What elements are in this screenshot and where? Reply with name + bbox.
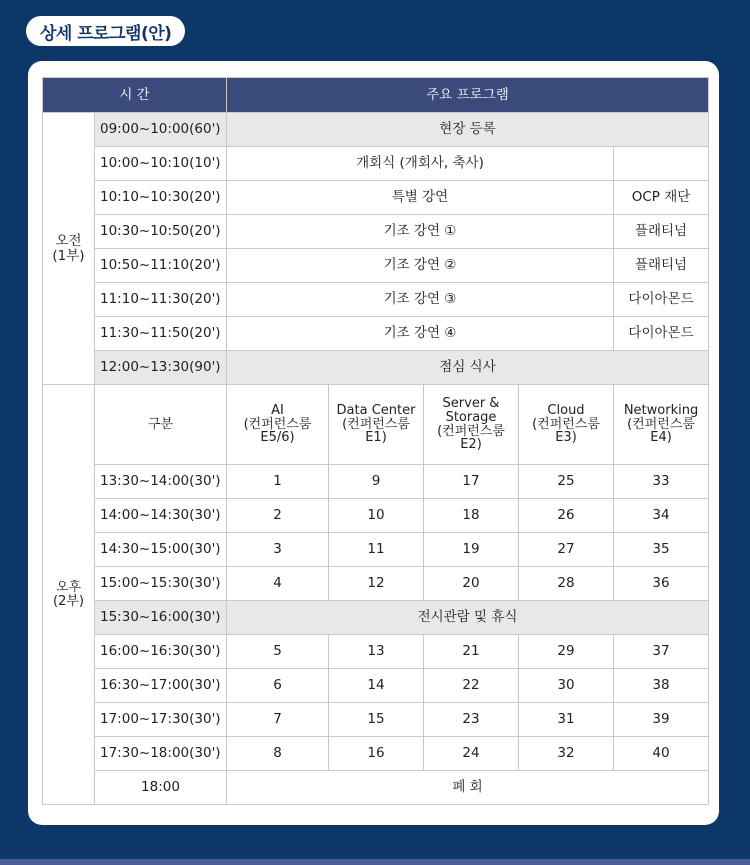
session-number: 8 <box>227 737 329 771</box>
sponsor-cell: 플래티넘 <box>614 215 709 249</box>
program-cell: 기조 강연 ② <box>227 249 614 283</box>
session-number: 18 <box>424 499 519 533</box>
time-cell: 16:30~17:00(30') <box>95 669 227 703</box>
table-row <box>43 113 709 147</box>
table-row <box>43 669 709 703</box>
session-number: 21 <box>424 635 519 669</box>
session-number: 34 <box>614 499 709 533</box>
session-number: 15 <box>329 703 424 737</box>
session-number: 17 <box>424 465 519 499</box>
time-cell: 16:00~16:30(30') <box>95 635 227 669</box>
session-number: 28 <box>519 567 614 601</box>
time-cell: 17:30~18:00(30') <box>95 737 227 771</box>
track-header: AI (컨퍼런스룸 E5/6) <box>227 385 329 465</box>
session-number: 12 <box>329 567 424 601</box>
program-cell: 기조 강연 ④ <box>227 317 614 351</box>
session-number: 3 <box>227 533 329 567</box>
session-number: 32 <box>519 737 614 771</box>
table-row <box>43 181 709 215</box>
sponsor-cell: OCP 재단 <box>614 181 709 215</box>
session-number: 20 <box>424 567 519 601</box>
session-number: 27 <box>519 533 614 567</box>
session-number: 30 <box>519 669 614 703</box>
time-cell: 17:00~17:30(30') <box>95 703 227 737</box>
program-cell: 기조 강연 ③ <box>227 283 614 317</box>
time-cell: 11:30~11:50(20') <box>95 317 227 351</box>
sponsor-cell: 플래티넘 <box>614 249 709 283</box>
time-cell: 14:00~14:30(30') <box>95 499 227 533</box>
session-number: 13 <box>329 635 424 669</box>
category-label: 구분 <box>95 385 227 465</box>
sponsor-cell: 다이아몬드 <box>614 283 709 317</box>
program-cell: 현장 등록 <box>227 113 709 147</box>
session-number: 10 <box>329 499 424 533</box>
track-header: Networking (컨퍼런스룸 E4) <box>614 385 709 465</box>
session-number: 29 <box>519 635 614 669</box>
session-number: 24 <box>424 737 519 771</box>
table-row <box>43 215 709 249</box>
sponsor-cell: 다이아몬드 <box>614 317 709 351</box>
session-number: 36 <box>614 567 709 601</box>
session-number: 40 <box>614 737 709 771</box>
sponsor-cell <box>614 147 709 181</box>
program-cell: 전시관람 및 휴식 <box>227 601 709 635</box>
session-number: 38 <box>614 669 709 703</box>
session-number: 7 <box>227 703 329 737</box>
table-row <box>43 737 709 771</box>
session-number: 25 <box>519 465 614 499</box>
program-cell: 점심 식사 <box>227 351 709 385</box>
program-cell: 개회식 (개회사, 축사) <box>227 147 614 181</box>
table-row <box>43 147 709 181</box>
session-number: 37 <box>614 635 709 669</box>
session-number: 14 <box>329 669 424 703</box>
table-row <box>43 533 709 567</box>
time-cell: 10:10~10:30(20') <box>95 181 227 215</box>
table-row <box>43 351 709 385</box>
table-row <box>43 635 709 669</box>
time-cell: 12:00~13:30(90') <box>95 351 227 385</box>
session-number: 16 <box>329 737 424 771</box>
header-program: 주요 프로그램 <box>227 78 709 113</box>
track-header: Server & Storage (컨퍼런스룸 E2) <box>424 385 519 465</box>
session-number: 9 <box>329 465 424 499</box>
time-cell: 14:30~15:00(30') <box>95 533 227 567</box>
time-cell: 18:00 <box>95 771 227 805</box>
table-row <box>43 317 709 351</box>
program-cell: 특별 강연 <box>227 181 614 215</box>
table-row <box>43 601 709 635</box>
program-cell: 기조 강연 ① <box>227 215 614 249</box>
table-row <box>43 703 709 737</box>
session-label-afternoon: 오후 (2부) <box>43 385 95 805</box>
table-row <box>43 283 709 317</box>
session-number: 6 <box>227 669 329 703</box>
table-row <box>43 465 709 499</box>
track-header: Data Center (컨퍼런스룸 E1) <box>329 385 424 465</box>
time-cell: 10:30~10:50(20') <box>95 215 227 249</box>
schedule-card <box>28 61 719 825</box>
session-label-morning: 오전 (1부) <box>43 113 95 385</box>
time-cell: 11:10~11:30(20') <box>95 283 227 317</box>
session-number: 5 <box>227 635 329 669</box>
session-number: 19 <box>424 533 519 567</box>
session-number: 2 <box>227 499 329 533</box>
table-row <box>43 249 709 283</box>
session-number: 33 <box>614 465 709 499</box>
session-number: 35 <box>614 533 709 567</box>
track-header: Cloud (컨퍼런스룸 E3) <box>519 385 614 465</box>
session-number: 11 <box>329 533 424 567</box>
session-number: 22 <box>424 669 519 703</box>
bottom-bar <box>0 859 750 865</box>
time-cell: 15:00~15:30(30') <box>95 567 227 601</box>
program-cell: 폐 회 <box>227 771 709 805</box>
session-number: 23 <box>424 703 519 737</box>
schedule-table <box>42 77 709 805</box>
table-row <box>43 567 709 601</box>
time-cell: 13:30~14:00(30') <box>95 465 227 499</box>
session-number: 26 <box>519 499 614 533</box>
session-number: 1 <box>227 465 329 499</box>
session-number: 39 <box>614 703 709 737</box>
page-title: 상세 프로그램(안) <box>26 16 185 46</box>
table-row <box>43 771 709 805</box>
session-number: 4 <box>227 567 329 601</box>
time-cell: 10:00~10:10(10') <box>95 147 227 181</box>
track-header-row <box>43 385 709 465</box>
header-time: 시 간 <box>43 78 227 113</box>
table-row <box>43 499 709 533</box>
time-cell: 15:30~16:00(30') <box>95 601 227 635</box>
session-number: 31 <box>519 703 614 737</box>
time-cell: 09:00~10:00(60') <box>95 113 227 147</box>
time-cell: 10:50~11:10(20') <box>95 249 227 283</box>
